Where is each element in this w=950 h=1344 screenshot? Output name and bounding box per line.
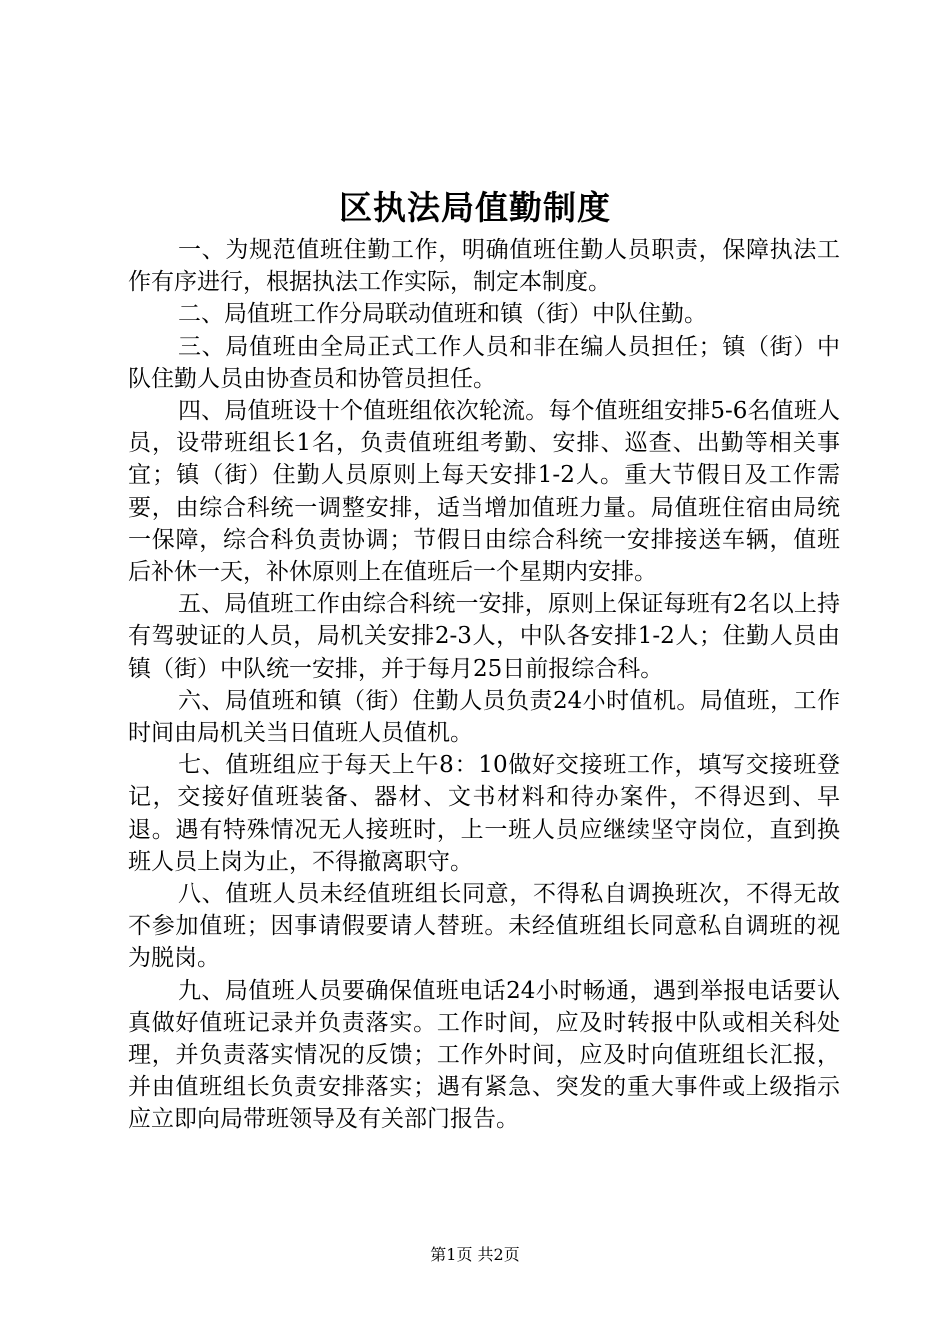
document-title: 区执法局值勤制度: [339, 188, 611, 227]
paragraph-1: 一、为规范值班住勤工作，明确值班住勤人员职责，保障执法工作有序进行，根据执法工作实际，制定本制度。: [128, 237, 840, 296]
paragraph-8: 八、值班人员未经值班组长同意，不得私自调换班次，不得无故不参加值班；因事请假要请人替班。未经值班组长同意私自调班的视为脱岗。: [128, 881, 840, 972]
paragraph-3: 三、局值班由全局正式工作人员和非在编人员担任；镇（街）中队住勤人员由协查员和协管员担任。: [128, 333, 840, 392]
paragraph-6: 六、局值班和镇（街）住勤人员负责24小时值机。局值班，工作时间由局机关当日值班人员值机。: [128, 687, 840, 747]
paragraph-5: 五、局值班工作由综合科统一安排，原则上保证每班有2名以上持有驾驶证的人员，局机关安排2-3人，中队各安排1-2人；住勤人员由镇（街）中队统一安排，并于每月25日前报综合科。: [128, 591, 840, 682]
paragraph-2: 二、局值班工作分局联动值班和镇（街）中队住勤。: [178, 301, 707, 328]
document-body: [128, 234, 840, 1136]
paragraph-4: 四、局值班设十个值班组依次轮流。每个值班组安排5-6名值班人员，设带班组长1名，负责值班组考勤、安排、巡查、出勤等相关事宜；镇（街）住勤人员原则上每天安排1-2人。重大节假日及工作需要，由综合科统一调整安排，适当增加值班力量。局值班住宿由局统一保障，综合科负责协调；节假日由综合科统一安排接送车辆，值班后补休一天，补休原则上在值班后一个星期内安排。: [128, 398, 840, 586]
paragraph-7: 七、值班组应于每天上午8：10做好交接班工作，填写交接班登记，交接好值班装备、器材、文书材料和待办案件，不得迟到、早退。遇有特殊情况无人接班时，上一班人员应继续坚守岗位，直到换班人员上岗为止，不得撤离职守。: [128, 752, 840, 875]
paragraph-9: 九、局值班人员要确保值班电话24小时畅通，遇到举报电话要认真做好值班记录并负责落实。工作时间，应及时转报中队或相关科处理，并负责落实情况的反馈；工作外时间，应及时向值班组长汇报，并由值班组长负责安排落实；遇有紧急、突发的重大事件或上级指示应立即向局带班领导及有关部门报告。: [128, 977, 840, 1133]
page-number-footer: 第1页 共2页: [430, 1245, 520, 1264]
